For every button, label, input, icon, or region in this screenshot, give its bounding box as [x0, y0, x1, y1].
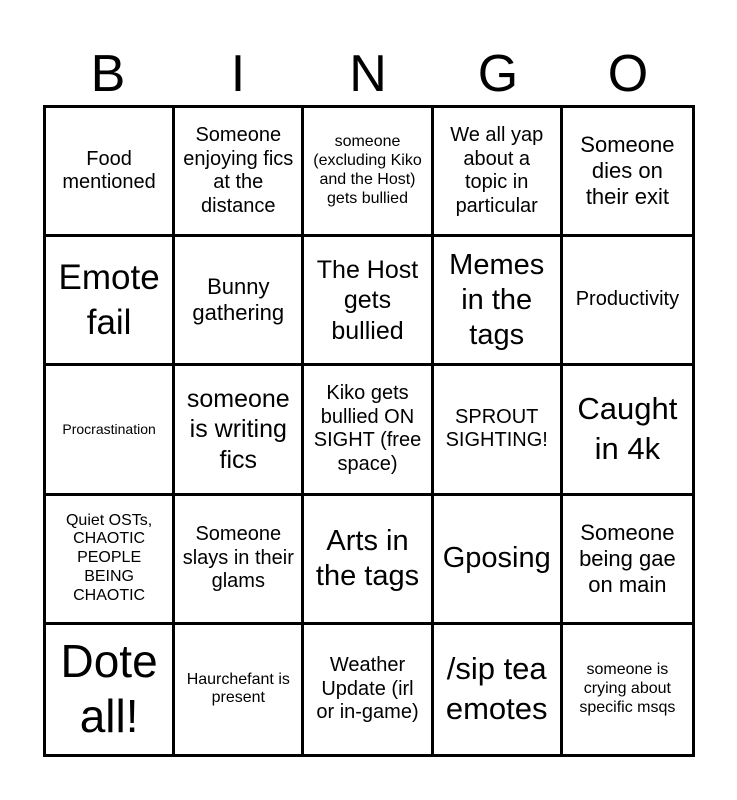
bingo-cell-r5c1[interactable]: Dote all! [46, 625, 175, 754]
header-letter-i: I [230, 45, 246, 103]
bingo-cell-r4c3[interactable]: Arts in the tags [304, 496, 433, 625]
bingo-cell-r1c4[interactable]: We all yap about a topic in particular [434, 108, 563, 237]
bingo-cell-r3c3[interactable]: Kiko gets bullied ON SIGHT (free space) [304, 366, 433, 495]
bingo-cell-r1c1[interactable]: Food mentioned [46, 108, 175, 237]
bingo-cell-r1c2[interactable]: Someone enjoying fics at the distance [175, 108, 304, 237]
bingo-cell-r4c5[interactable]: Someone being gae on main [563, 496, 692, 625]
bingo-cell-r3c2[interactable]: someone is writing fics [175, 366, 304, 495]
bingo-cell-r2c4[interactable]: Memes in the tags [434, 237, 563, 366]
bingo-cell-r2c1[interactable]: Emote fail [46, 237, 175, 366]
bingo-cell-r3c4[interactable]: SPROUT SIGHTING! [434, 366, 563, 495]
header-letter-g: G [477, 45, 519, 103]
bingo-cell-r2c5[interactable]: Productivity [563, 237, 692, 366]
bingo-cell-r1c3[interactable]: someone (excluding Kiko and the Host) gets bullied [304, 108, 433, 237]
bingo-cell-r3c5[interactable]: Caught in 4k [563, 366, 692, 495]
bingo-cell-r3c1[interactable]: Procrastination [46, 366, 175, 495]
bingo-card [43, 105, 695, 757]
bingo-cell-r5c4[interactable]: /sip tea emotes [434, 625, 563, 754]
bingo-cell-r4c2[interactable]: Someone slays in their glams [175, 496, 304, 625]
header-letter-o: O [607, 45, 649, 103]
bingo-cell-r1c5[interactable]: Someone dies on their exit [563, 108, 692, 237]
header-letter-b: B [90, 45, 126, 103]
bingo-header [43, 44, 695, 104]
bingo-cell-r5c2[interactable]: Haurchefant is present [175, 625, 304, 754]
bingo-cell-r5c5[interactable]: someone is crying about specific msqs [579, 661, 676, 716]
bingo-cell-r2c3[interactable]: The Host gets bullied [304, 237, 433, 366]
bingo-cell-r4c1[interactable]: Quiet OSTs, CHAOTIC PEOPLE BEING CHAOTIC [46, 496, 175, 625]
bingo-cell-r2c2[interactable]: Bunny gathering [175, 237, 304, 366]
bingo-cell-r5c3[interactable]: Weather Update (irl or in-game) [304, 625, 433, 754]
header-letter-n: N [349, 45, 387, 103]
bingo-cell-r4c4[interactable]: Gposing [434, 496, 563, 625]
